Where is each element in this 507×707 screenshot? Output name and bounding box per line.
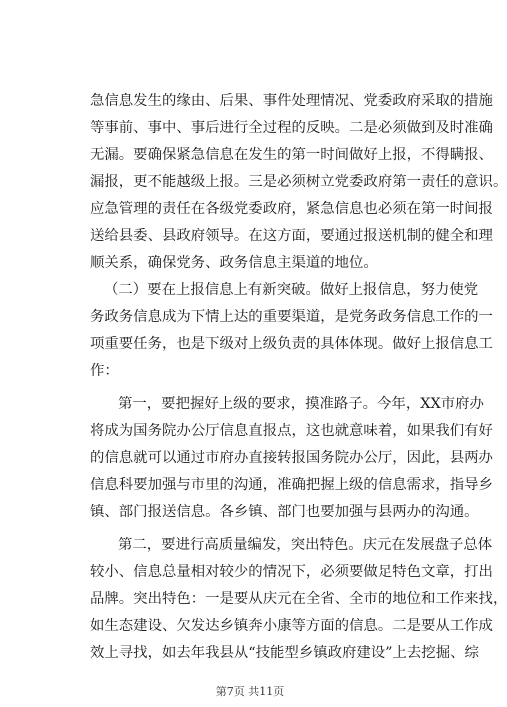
text-line: 较小、信息总量相对较少的情况下，必须要做足特色文章，打出: [90, 564, 493, 580]
text-line: 作：: [90, 363, 119, 379]
text-line: 送给县委、县政府领导。在这方面，要通过报送机制的健全和理: [90, 228, 493, 244]
text-line: 漏报，更不能越级上报。三是必须树立党委政府第一责任的意识。: [90, 174, 507, 190]
text-line: 应急管理的责任在各级党委政府，紧急信息也必须在第一时间报: [90, 201, 493, 217]
page-footer: 第7页 共11页: [215, 685, 285, 698]
paragraph-first-line: 第二，要进行高质量编发，突出特色。庆元在发展盘子总体: [118, 537, 493, 553]
text-line: 镇、部门报送信息。各乡镇、部门也要加强与县两办的沟通。: [90, 504, 479, 520]
paragraph-heading-line: （二）要在上报信息上有新突破。做好上报信息，努力使党: [104, 282, 479, 298]
text-line: 等事前、事中、事后进行全过程的反映。二是必须做到及时准确: [90, 120, 493, 136]
text-line: 顺关系，确保党务、政务信息主渠道的地位。: [90, 255, 378, 271]
text-line: 将成为国务院办公厅信息直报点，这也就意味着，如果我们有好: [90, 423, 493, 439]
text-line: 急信息发生的缘由、后果、事件处理情况、党委政府采取的措施: [90, 93, 493, 109]
text-line: 的信息就可以通过市府办直接转报国务院办公厅，因此，县两办: [90, 450, 493, 466]
text-line: 品牌。突出特色：一是要从庆元在全省、全市的地位和工作来找，: [90, 591, 507, 607]
text-line: 务政务信息成为下情上达的重要渠道，是党务政务信息工作的一: [90, 309, 493, 325]
paragraph-first-line: 第一，要把握好上级的要求，摸准路子。今年，XX市府办: [118, 396, 484, 412]
text-line: 如生态建设、欠发达乡镇奔小康等方面的信息。二是要从工作成: [90, 618, 493, 634]
text-line: 效上寻找，如去年我县从“技能型乡镇政府建设”上去挖掘、综: [90, 645, 479, 661]
text-line: 信息科要加强与市里的沟通，准确把握上级的信息需求，指导乡: [90, 477, 493, 493]
text-line: 项重要任务，也是下级对上级负责的具体体现。做好上报信息工: [90, 336, 493, 352]
text-line: 无漏。要确保紧急信息在发生的第一时间做好上报，不得瞒报、: [90, 147, 493, 163]
